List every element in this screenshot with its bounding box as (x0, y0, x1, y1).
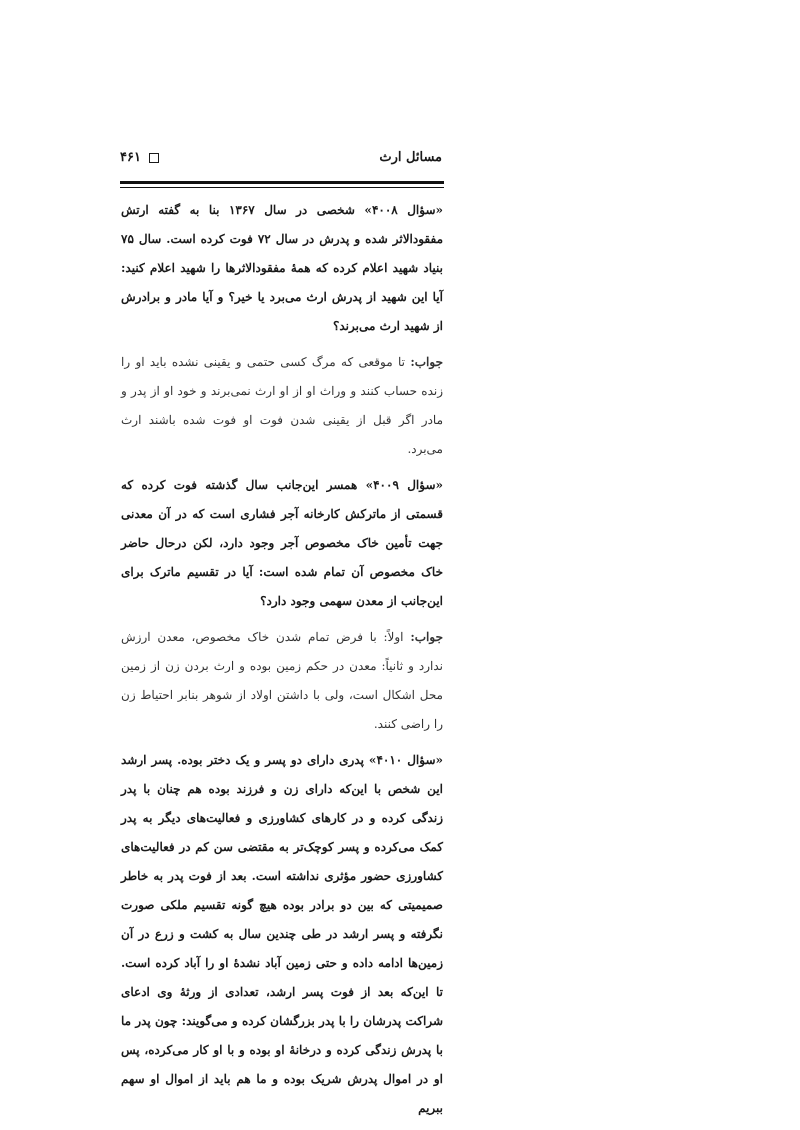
square-icon (149, 153, 159, 163)
page-header (120, 148, 442, 172)
answer-label: جواب: (410, 630, 443, 644)
answer-4009 (121, 623, 443, 739)
answer-4008 (121, 348, 443, 464)
question-4010: «سؤال ۴۰۱۰» پدری دارای دو پسر و یک دختر بوده. پسر ارشد این شخص با این‌که دارای زن و فرزند بوده هم چنان با پدر زندگی کرده و در کارهای کشاورزی و فعالیت‌های دیگر به پدر کمک می‌کرده و پسر کوچک‌تر به مقتضی سن کم در فعالیت‌های کشاورزی حضور مؤثری نداشته است. بعد از فوت پدر به خاطر صمیمیتی که بین دو برادر بوده هیچ گونه تقسیم ملکی صورت نگرفته و پسر ارشد در طی چندین سال به کشت و زرع در آن زمین‌ها ادامه داده و حتی زمین آباد نشدهٔ او را آباد کرده است. تا این‌که بعد از فوت پسر ارشد، تعدادی از ورثهٔ وی ادعای شراکت پدرشان را با پدر بزرگشان کرده و می‌گویند: چون پدر ما با پدرش زندگی کرده و درخانهٔ او بوده و با او کار می‌کرده، پس او در اموال پدرش شریک بوده و ما هم باید از اموال او سهم ببریم (121, 753, 443, 1115)
page-number: ۴۶۱ (120, 150, 141, 165)
page-content (121, 196, 443, 1130)
answer-text: اولاً: با فرض تمام شدن خاک مخصوص، معدن ارزش ندارد و ثانیاً: معدن در حکم زمین بوده و ارث بردن زن از زمین محل اشکال است، ولی با داشتن اولاد از شوهر بنابر احتیاط زن را راضی کنند. (121, 630, 443, 731)
answer-label: جواب: (410, 355, 443, 369)
header-rule-thick (120, 181, 444, 184)
question-4009: «سؤال ۴۰۰۹» همسر این‌جانب سال گذشته فوت کرده که قسمتی از ماترکش کارخانه آجر فشاری است که در آن معدنی جهت تأمین خاک مخصوص آجر وجود دارد، لکن درحال حاضر خاک مخصوص آن تمام شده است: آیا در تقسیم ماترک برای این‌جانب از معدن سهمی وجود دارد؟ (121, 478, 443, 608)
question-4008: «سؤال ۴۰۰۸» شخصی در سال ۱۳۶۷ بنا به گفته ارتش مفقودالاثر شده و پدرش در سال ۷۲ فوت کرده است. سال ۷۵ بنیاد شهید اعلام کرده که همهٔ مفقودالاثرها را شهید اعلام کنید: آیا این شهید از پدرش ارث می‌برد یا خیر؟ و آیا مادر و برادرش از شهید ارث می‌برند؟ (121, 203, 444, 333)
running-title: مسائل ارث (379, 150, 442, 165)
answer-text: تا موقعی که مرگ کسی حتمی و یقینی نشده باید او را زنده حساب کنند و وراث او از او ارث نمی‌برند و خود او از پدر و مادر اگر قبل از یقینی شدن فوت او فوت شده باشند ارث می‌برد. (121, 355, 443, 456)
page-number-group (120, 148, 159, 168)
header-rule-thin (120, 187, 444, 188)
